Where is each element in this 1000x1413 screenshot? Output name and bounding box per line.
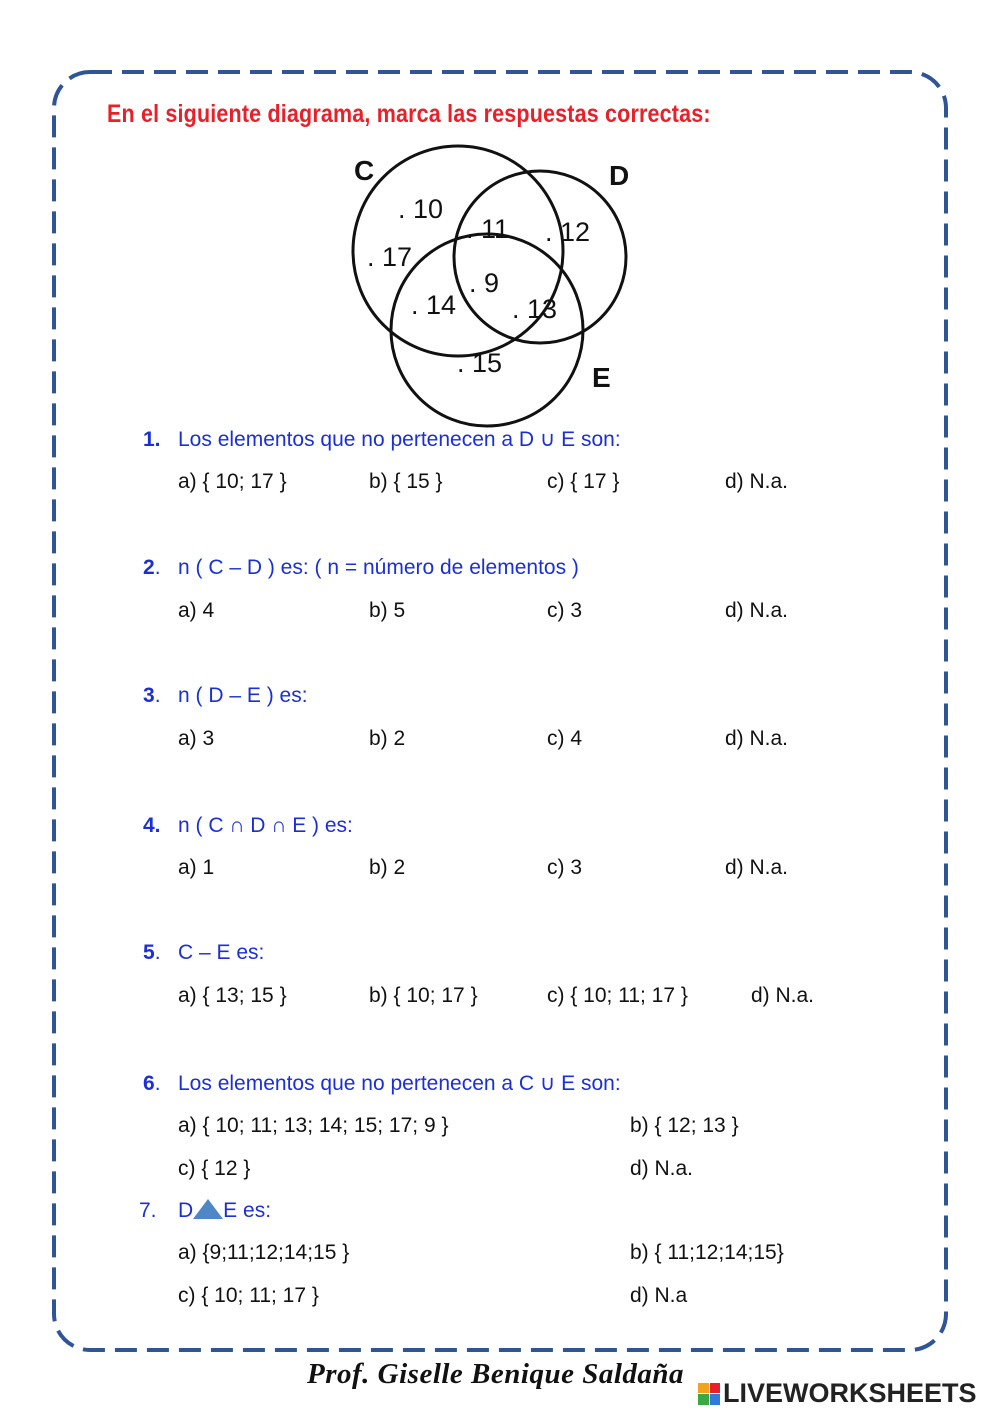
q2-option-d[interactable]: d) N.a. xyxy=(725,599,789,622)
q5-option-d[interactable]: d) N.a. xyxy=(751,984,815,1007)
q2-option-c[interactable]: c) 3 xyxy=(547,599,583,622)
q3-option-c[interactable]: c) 4 xyxy=(547,727,583,750)
q6-option-c[interactable]: c) { 12 } xyxy=(178,1157,251,1180)
question-2: 2. n ( C – D ) es: ( n = número de elementos ) xyxy=(143,556,579,579)
question-6-text: Los elementos que no pertenecen a C ∪ E son: xyxy=(178,1072,621,1095)
venn-element-17: . 17 xyxy=(367,242,413,272)
q7-option-b[interactable]: b) { 11;12;14;15} xyxy=(630,1241,784,1264)
author-signature: Prof. Giselle Benique Saldaña xyxy=(307,1358,685,1390)
question-3: 3. n ( D – E ) es: xyxy=(143,684,308,707)
q4-option-d[interactable]: d) N.a. xyxy=(725,856,789,879)
instruction-heading: En el siguiente diagrama, marca las respuestas correctas: xyxy=(107,100,711,128)
q4-option-c[interactable]: c) 3 xyxy=(547,856,583,879)
question-5-text: C – E es: xyxy=(178,941,265,964)
brand-name: LIVEWORKSHEETS xyxy=(723,1378,977,1408)
question-3-text: n ( D – E ) es: xyxy=(178,684,308,707)
question-1-text: Los elementos que no pertenecen a D ∪ E son: xyxy=(178,428,621,451)
venn-element-15: . 15 xyxy=(457,348,503,378)
symmetric-difference-icon xyxy=(193,1199,223,1219)
venn-element-10: . 10 xyxy=(398,194,444,224)
question-3-number: 3 xyxy=(143,684,155,707)
venn-element-13: . 13 xyxy=(512,294,558,324)
question-2-number: 2 xyxy=(143,556,155,579)
q5-option-c[interactable]: c) { 10; 11; 17 } xyxy=(547,984,688,1007)
question-2-text: n ( C – D ) es: ( n = número de elementos ) xyxy=(178,556,579,579)
q7-option-c[interactable]: c) { 10; 11; 17 } xyxy=(178,1284,319,1307)
q4-option-a[interactable]: a) 1 xyxy=(178,856,215,879)
set-label-c: C xyxy=(354,155,375,186)
liveworksheets-brand xyxy=(698,1378,977,1409)
venn-element-9: . 9 xyxy=(469,268,500,298)
question-5: 5. C – E es: xyxy=(143,941,265,964)
question-1 xyxy=(143,427,621,452)
set-label-d: D xyxy=(609,160,630,191)
venn-element-14: . 14 xyxy=(411,290,457,320)
q1-option-a[interactable]: a) { 10; 17 } xyxy=(178,470,287,493)
venn-element-11: . 11 xyxy=(466,214,510,244)
q3-option-d[interactable]: d) N.a. xyxy=(725,727,789,750)
q2-option-b[interactable]: b) 5 xyxy=(369,599,406,622)
question-6-number: 6 xyxy=(143,1072,155,1095)
q1-option-d[interactable]: d) N.a. xyxy=(725,470,789,493)
set-label-e: E xyxy=(592,362,611,393)
question-4-number: 4. xyxy=(143,814,161,837)
q7-option-a[interactable]: a) {9;11;12;14;15 } xyxy=(178,1241,350,1264)
question-5-number: 5 xyxy=(143,941,155,964)
question-7: 7. D E es: xyxy=(139,1199,272,1222)
venn-element-12: . 12 xyxy=(545,217,591,247)
question-6: 6. Los elementos que no pertenecen a C ∪ E son: xyxy=(143,1072,621,1095)
question-7-number: 7. xyxy=(139,1199,157,1222)
q1-option-c[interactable]: c) { 17 } xyxy=(547,470,620,493)
q2-option-a[interactable]: a) 4 xyxy=(178,599,215,622)
q3-option-b[interactable]: b) 2 xyxy=(369,727,406,750)
q5-option-a[interactable]: a) { 13; 15 } xyxy=(178,984,287,1007)
q6-option-d[interactable]: d) N.a. xyxy=(630,1157,694,1180)
question-1-number: 1. xyxy=(143,428,161,451)
q6-option-a[interactable]: a) { 10; 11; 13; 14; 15; 17; 9 } xyxy=(178,1114,449,1137)
liveworksheets-logo-icon xyxy=(698,1383,720,1405)
q3-option-a[interactable]: a) 3 xyxy=(178,727,215,750)
question-4 xyxy=(143,814,353,838)
q4-option-b[interactable]: b) 2 xyxy=(369,856,406,879)
question-4-text: n ( C ∩ D ∩ E ) es: xyxy=(178,814,353,837)
q5-option-b[interactable]: b) { 10; 17 } xyxy=(369,984,478,1007)
q1-option-b[interactable]: b) { 15 } xyxy=(369,470,443,493)
q6-option-b[interactable]: b) { 12; 13 } xyxy=(630,1114,739,1137)
q7-option-d[interactable]: d) N.a xyxy=(630,1284,688,1307)
